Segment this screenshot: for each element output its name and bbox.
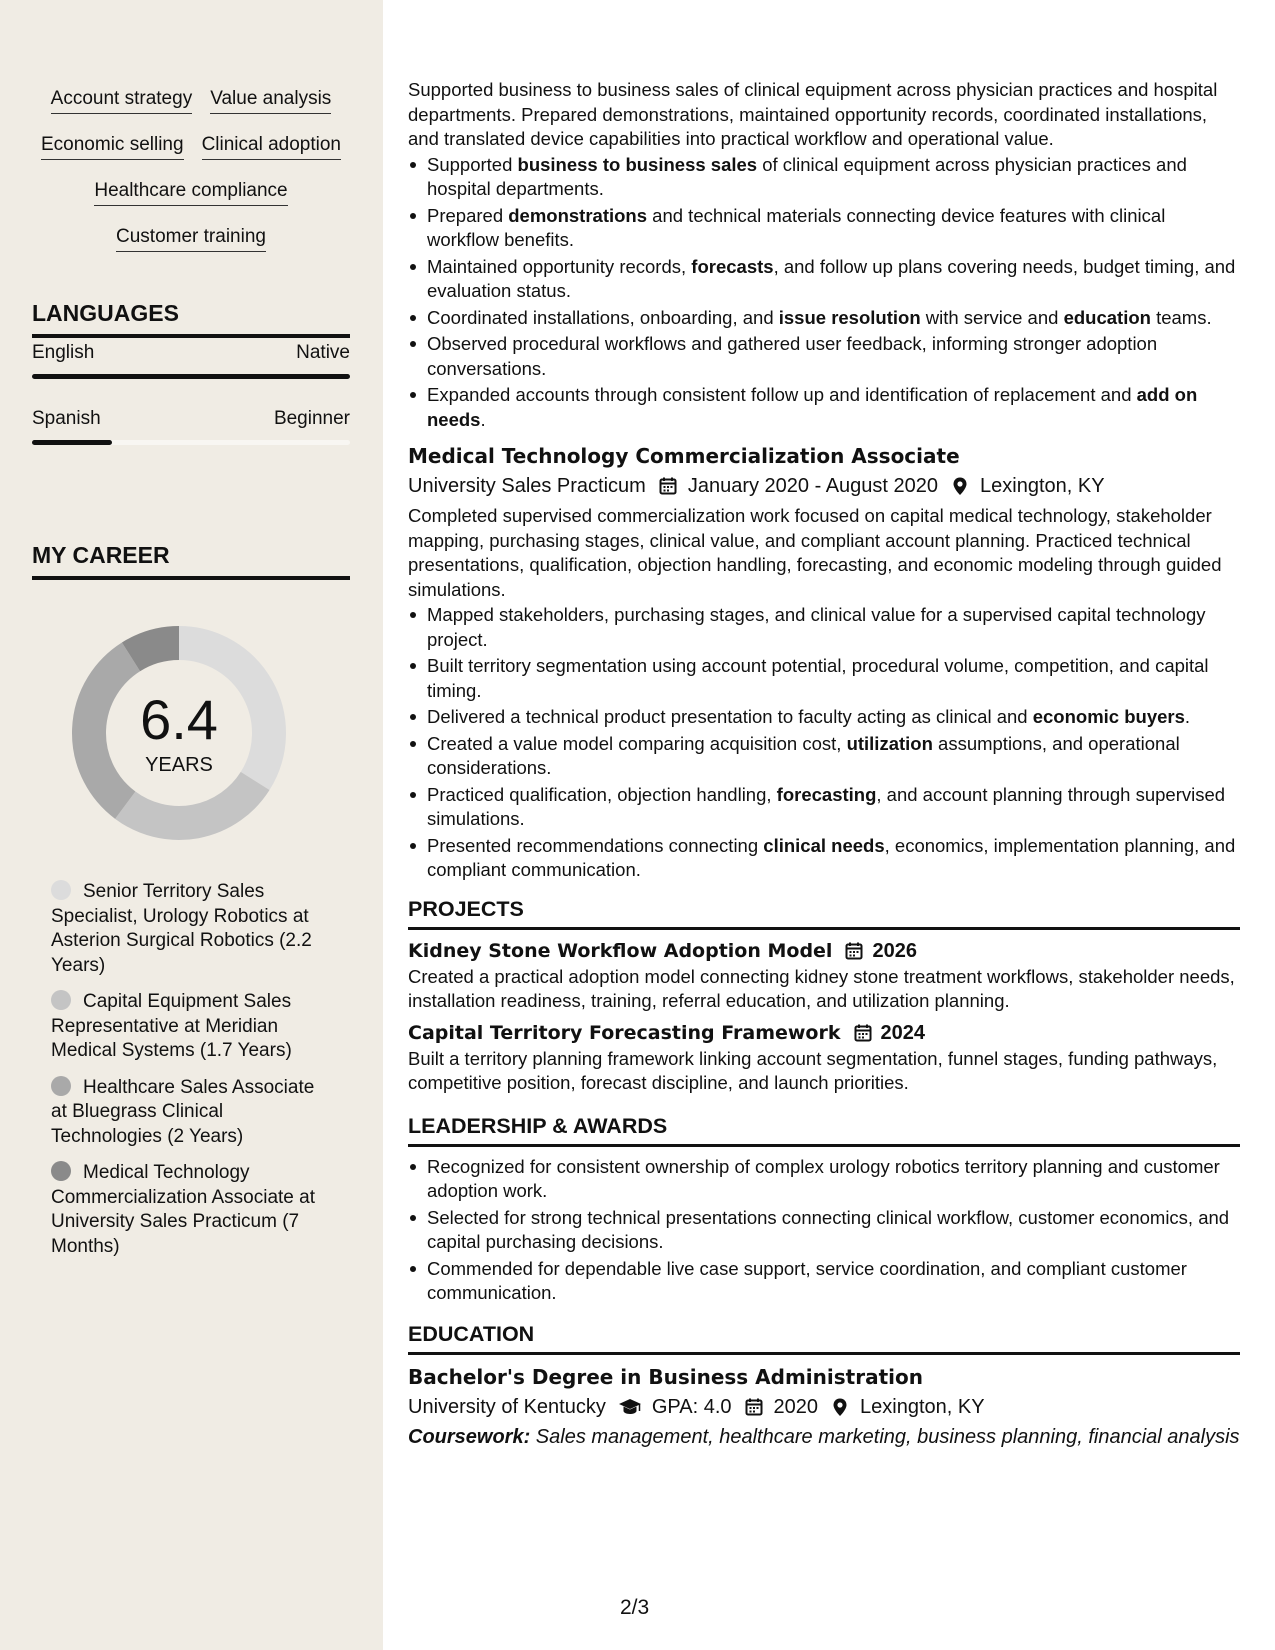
- award-item: Selected for strong technical presentations connecting clinical workflow, customer economics, and capital purchasing decisions.: [408, 1206, 1240, 1255]
- career-legend-text: Capital Equipment Sales Representative at Meridian Medical Systems (1.7 Years): [51, 991, 292, 1061]
- bullet-emphasis: issue resolution: [778, 306, 921, 328]
- job-bullets: [408, 153, 1240, 433]
- calendar-icon: [744, 1397, 764, 1417]
- school-name: University of Kentucky: [408, 1395, 606, 1418]
- location-pin-icon: [830, 1397, 850, 1417]
- bullet-item: [408, 204, 1240, 253]
- bullet-item: [408, 732, 1240, 781]
- location-pin-icon: [950, 476, 970, 496]
- bullet-text: Delivered a technical product presentation to faculty acting as clinical and: [427, 706, 1033, 727]
- career-donut-segment: [131, 643, 179, 657]
- bullet-text: Practiced qualification, objection handling,: [427, 783, 777, 805]
- bullet-emphasis: economic buyers: [1032, 706, 1185, 727]
- skill-tag: Customer training: [116, 224, 266, 252]
- skill-row: [32, 86, 350, 114]
- bullet-item: [408, 834, 1240, 883]
- graduation-year: 2020: [773, 1395, 819, 1418]
- job-meta: [408, 472, 1240, 500]
- bullet-item: [408, 603, 1240, 652]
- career-total-unit: YEARS: [145, 754, 213, 776]
- bullet-text: , and account planning through supervised simulations.: [427, 783, 1226, 829]
- bullet-text: , and follow up plans covering needs, budget timing, and evaluation status.: [427, 255, 1236, 301]
- project-description: Built a territory planning framework linking account segmentation, funnel stages, funding pathways, competitive position, forecast discipline, and launch priorities.: [408, 1047, 1218, 1093]
- graduation-cap-icon: [618, 1397, 642, 1417]
- bullet-item: [408, 153, 1240, 202]
- career-legend-text: Medical Technology Commercialization Associate at University Sales Practicum (7 Months): [51, 1162, 315, 1257]
- skill-tag: Economic selling: [41, 132, 184, 160]
- career-legend-item: [51, 1161, 331, 1259]
- coursework-label: Coursework:: [408, 1425, 531, 1448]
- skill-tag: Clinical adoption: [202, 132, 341, 160]
- bullet-text: .: [480, 408, 486, 430]
- language-name: Spanish: [32, 408, 101, 429]
- bullet-text: Coordinated installations, onboarding, and: [427, 306, 779, 328]
- career-legend-text: Senior Territory Sales Specialist, Urology Robotics at Asterion Surgical Robotics (2.2 Years): [51, 881, 312, 976]
- calendar-icon: [853, 1023, 873, 1043]
- award-item: Recognized for consistent ownership of complex urology robotics territory planning and customer adoption work.: [408, 1155, 1240, 1204]
- language-proficiency-fill: [32, 440, 112, 445]
- language-item: [32, 340, 350, 379]
- bullet-emphasis: clinical needs: [763, 834, 885, 856]
- project-header: [408, 1020, 1240, 1047]
- bullet-text: and technical materials connecting device features with clinical workflow benefits.: [427, 204, 1166, 250]
- job-dates: January 2020 - August 2020: [687, 475, 939, 497]
- skill-tag: Account strategy: [51, 86, 193, 114]
- degree-title: Bachelor's Degree in Business Administration: [408, 1364, 923, 1389]
- project-header: [408, 938, 1240, 965]
- career-total-years: 6.4: [140, 688, 218, 751]
- language-proficiency-bar: [32, 374, 350, 379]
- bullet-item: [408, 705, 1240, 730]
- awards-list: [408, 1155, 1240, 1306]
- bullet-item: [408, 783, 1240, 832]
- bullet-text: Maintained opportunity records,: [427, 255, 692, 277]
- languages-heading: LANGUAGES: [32, 300, 350, 338]
- bullet-text: .: [1184, 706, 1191, 727]
- career-heading: MY CAREER: [32, 542, 350, 580]
- project-item: [408, 938, 1240, 1014]
- education-heading: EDUCATION: [408, 1322, 1240, 1355]
- job-location: Lexington, KY: [980, 475, 1105, 497]
- skill-row: [32, 178, 350, 206]
- bullet-text: Observed procedural workflows and gathered user feedback, informing stronger adoption conversations.: [427, 333, 1158, 379]
- skill-tag: Healthcare compliance: [94, 178, 287, 206]
- career-donut-segment: [125, 781, 255, 823]
- legend-dot: [51, 880, 71, 900]
- bullet-emphasis: forecasting: [776, 783, 877, 805]
- projects-heading: PROJECTS: [408, 897, 1240, 930]
- bullet-item: [408, 255, 1240, 304]
- legend-dot: [51, 990, 71, 1010]
- coursework-text: Sales management, healthcare marketing, business planning, financial analysis: [530, 1425, 1240, 1448]
- bullet-item: [408, 306, 1240, 331]
- job-summary: Supported business to business sales of clinical equipment across physician practices and hospital departments. Prepared demonstrations, maintained opportunity records, coordinated installations, and translated device capabilities into practical workflow and operational value.: [408, 79, 1218, 149]
- language-item: [32, 406, 350, 445]
- legend-dot: [51, 1076, 71, 1096]
- language-proficiency-fill: [32, 374, 350, 379]
- bullet-emphasis: utilization: [846, 732, 933, 754]
- bullet-text: Mapped stakeholders, purchasing stages, and clinical value for a supervised capital technology project.: [427, 604, 1206, 650]
- job-bullets: [408, 603, 1240, 883]
- career-legend-item: [51, 1076, 331, 1150]
- education-meta: [408, 1393, 1240, 1421]
- job-title: Medical Technology Commercialization Associate: [408, 444, 960, 468]
- project-item: [408, 1020, 1240, 1096]
- bullet-text: assumptions, and operational considerations.: [427, 732, 1180, 778]
- awards-heading: LEADERSHIP & AWARDS: [408, 1114, 1240, 1147]
- coursework: [408, 1425, 1240, 1450]
- language-name: English: [32, 342, 95, 363]
- skills-list: [32, 86, 350, 270]
- gpa: GPA: 4.0: [651, 1395, 732, 1418]
- page-number: 2/3: [620, 1596, 650, 1619]
- bullet-emphasis: forecasts: [691, 255, 774, 277]
- bullet-text: Presented recommendations connecting: [427, 834, 764, 856]
- main-content: [408, 78, 1240, 1450]
- career-legend-item: [51, 880, 331, 978]
- bullet-emphasis: add on needs: [427, 384, 1198, 430]
- bullet-text: of clinical equipment across physician practices and hospital departments.: [427, 153, 1187, 199]
- career-legend-item: [51, 990, 331, 1064]
- bullet-emphasis: business to business sales: [517, 153, 758, 175]
- bullet-text: with service and: [920, 306, 1064, 328]
- language-level: Native: [296, 342, 350, 363]
- bullet-text: Created a value model comparing acquisition cost,: [427, 732, 847, 754]
- skill-tag: Value analysis: [210, 86, 331, 114]
- project-title: Capital Territory Forecasting Framework: [408, 1021, 841, 1044]
- bullet-item: [408, 654, 1240, 703]
- language-level: Beginner: [273, 408, 350, 429]
- bullet-text: Expanded accounts through consistent follow up and identification of replacement and: [427, 384, 1137, 405]
- career-legend: [51, 880, 331, 1271]
- bullet-item: [408, 332, 1240, 381]
- project-year: 2026: [872, 939, 917, 962]
- bullet-text: Prepared: [427, 204, 509, 226]
- skill-row: [32, 132, 350, 160]
- legend-dot: [51, 1161, 71, 1181]
- projects-list: [408, 938, 1240, 1096]
- bullet-text: , economics, implementation planning, and compliant communication.: [427, 834, 1236, 880]
- award-item: Commended for dependable live case support, service coordination, and compliant customer communication.: [408, 1257, 1240, 1306]
- bullet-text: Supported: [427, 153, 518, 175]
- bullet-item: [408, 383, 1240, 432]
- bullet-text: Built territory segmentation using account potential, procedural volume, competition, and capital timing.: [427, 655, 1209, 701]
- bullet-emphasis: education: [1063, 306, 1151, 328]
- skill-row: [32, 224, 350, 252]
- company-name: University Sales Practicum: [408, 475, 646, 497]
- calendar-icon: [844, 941, 864, 961]
- bullet-text: teams.: [1150, 306, 1212, 328]
- project-title: Kidney Stone Workflow Adoption Model: [408, 939, 833, 962]
- bullet-emphasis: demonstrations: [508, 204, 648, 226]
- job-summary: Completed supervised commercialization work focused on capital medical technology, stakeholder mapping, purchasing stages, clinical value, and compliant account planning. Practiced technical presentations, qualification, objection handling, forecasting, and economic modeling through guided simulations.: [408, 505, 1222, 600]
- sidebar: [0, 0, 383, 1650]
- school-location: Lexington, KY: [860, 1395, 985, 1418]
- project-year: 2024: [880, 1021, 925, 1044]
- language-proficiency-bar: [32, 440, 350, 445]
- project-description: Created a practical adoption model connecting kidney stone treatment workflows, stakeholder needs, installation readiness, training, referral education, and utilization planning.: [408, 965, 1235, 1011]
- career-legend-text: Healthcare Sales Associate at Bluegrass Clinical Technologies (2 Years): [51, 1076, 315, 1147]
- calendar-icon: [658, 476, 678, 496]
